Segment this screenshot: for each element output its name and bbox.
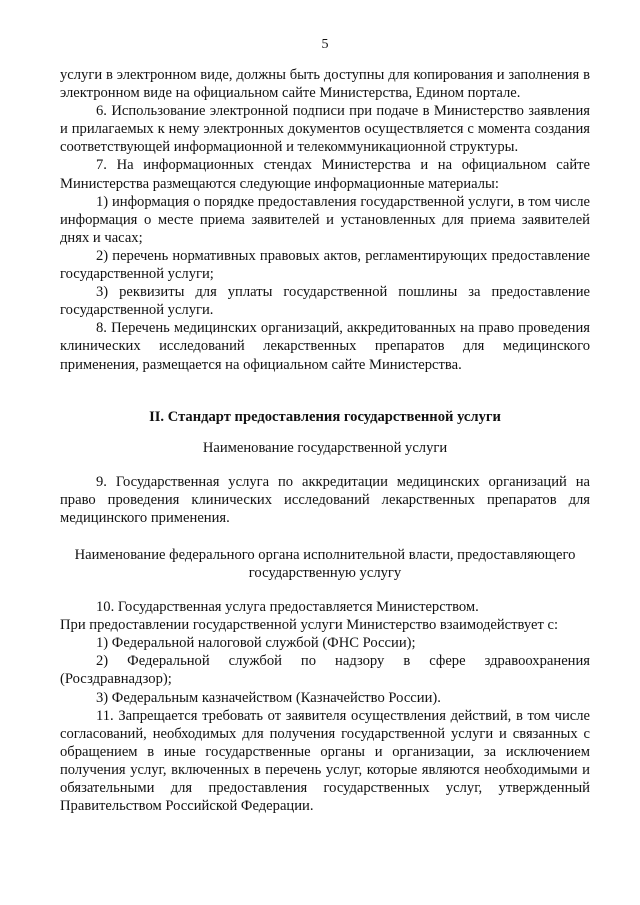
list-item-7-2: 2) перечень нормативных правовых актов, регламентирующих предоставление государственной услуги;	[60, 247, 590, 283]
paragraph-7: 7. На информационных стендах Министерства и на официальном сайте Министерства размещаются следующие информационные материалы:	[60, 157, 590, 192]
interaction-item-1: 1) Федеральной налоговой службой (ФНС России);	[96, 635, 416, 652]
paragraph-11: 11. Запрещается требовать от заявителя осуществления действий, в том числе согласований, необходимых для получения государственной услуги и связанных с обращением в иные государственные органы и организации, за исключением получения услуг, включенных в перечень услуг, которые являются необходимыми и обязательными для предоставления государственных услуг, утвержденный Правительством Российской Федерации.	[60, 707, 590, 815]
subheading-federal-body: Наименование федерального органа исполнительной власти, предоставляющего государственную услугу	[74, 546, 576, 581]
list-item-7-1: 1) информация о порядке предоставления государственной услуги, в том числе информация о месте приема заявителей и установленных для приема заявителей днях и часах;	[60, 193, 590, 246]
paragraph-6: 6. Использование электронной подписи при подаче в Министерство заявления и прилагаемых к нему электронных документов осуществляется с момента создания соответствующей информационной и телекоммуникационной структуры.	[60, 103, 590, 156]
paragraph-continuation: услуги в электронном виде, должны быть доступны для копирования и заполнения в электронном виде на официальном сайте Министерства, Едином портале.	[60, 67, 590, 102]
list-item-7-3: 3) реквизиты для уплаты государственной пошлины за предоставление государственной услуги.	[60, 284, 590, 319]
document-page	[60, 36, 590, 815]
subheading-service-name: Наименование государственной услуги	[202, 439, 448, 456]
interaction-item-3: 3) Федеральным казначейством (Казначейство России).	[96, 689, 441, 706]
paragraph-9: 9. Государственная услуга по аккредитации медицинских организаций на право проведения клинических исследований лекарственных препаратов для медицинского применения.	[60, 473, 590, 526]
paragraph-interaction: При предоставлении государственной услуги Министерство взаимодействует с:	[60, 617, 559, 634]
paragraph-10: 10. Государственная услуга предоставляется Министерством.	[96, 599, 479, 616]
section-title: II. Стандарт предоставления государственной услуги	[149, 408, 501, 425]
interaction-item-2: 2) Федеральной службой по надзору в сфере здравоохранения (Росздравнадзор);	[60, 653, 590, 688]
paragraph-8: 8. Перечень медицинских организаций, аккредитованных на право проведения клинических исследований лекарственных препаратов для медицинского применения, размещается на официальном сайте Министерства.	[60, 320, 590, 373]
page-number: 5	[321, 37, 329, 52]
